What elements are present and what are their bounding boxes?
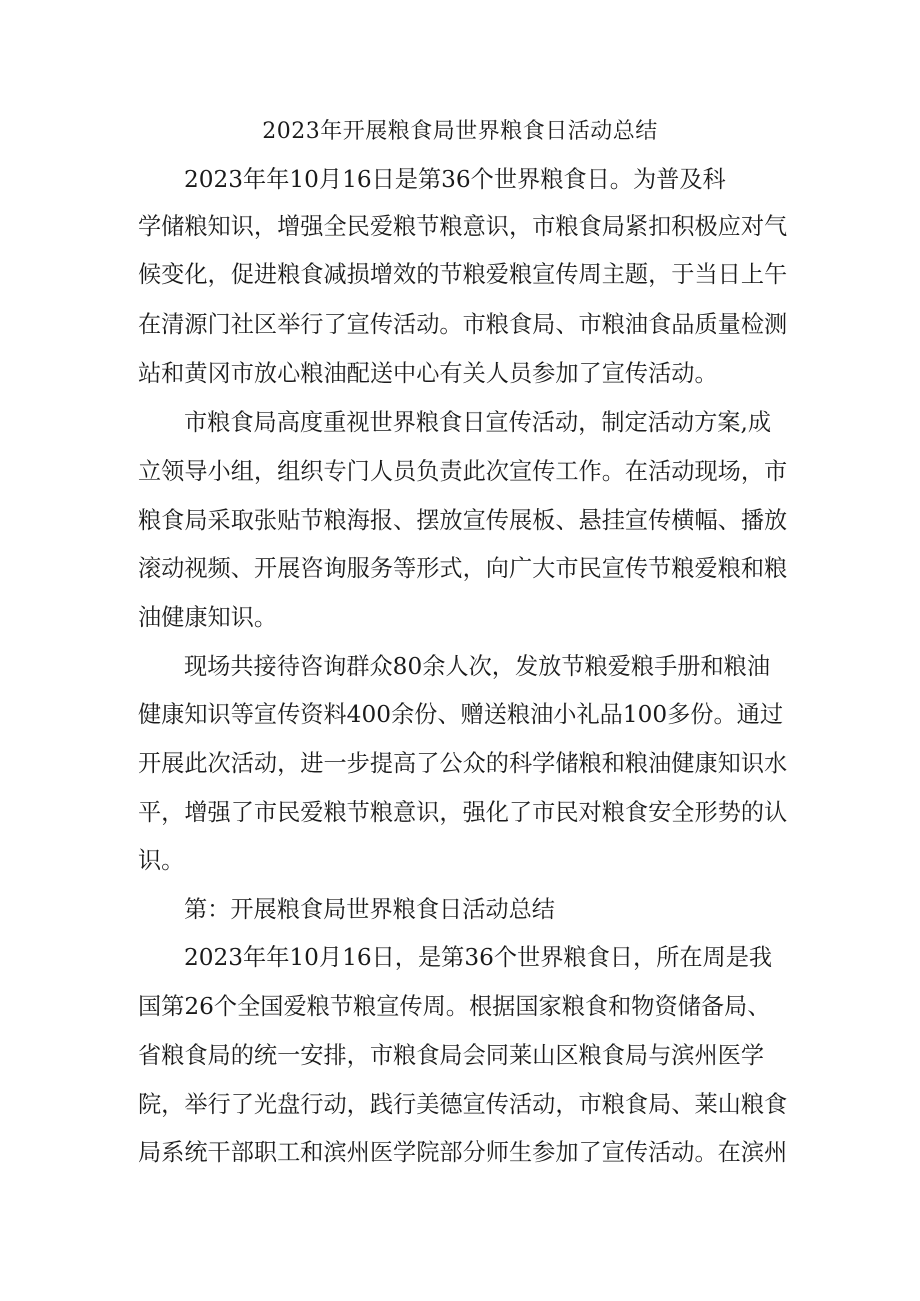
paragraph-line: 在清源门社区举行了宣传活动。市粮食局、市粮油食品质量检测 <box>138 311 788 338</box>
paragraph-line: 院，举行了光盘行动，践行美德宣传活动，市粮食局、莱山粮食 <box>138 1091 788 1118</box>
paragraph-line: 市粮食局高度重视世界粮食日宣传活动，制定活动方案,成 <box>184 409 772 436</box>
document-title: 2023年开展粮食局世界粮食日活动总结 <box>262 119 658 144</box>
paragraph-line: 局系统干部职工和滨州医学院部分师生参加了宣传活动。在滨州 <box>138 1139 788 1166</box>
paragraph-line: 国第26个全国爱粮节粮宣传周。根据国家粮食和物资储备局、 <box>138 993 771 1020</box>
paragraph-line: 开展此次活动，进一步提高了公众的科学储粮和粮油健康知识水 <box>138 750 788 777</box>
paragraph-line: 立领导小组，组织专门人员负责此次宣传工作。在活动现场，市 <box>138 458 788 485</box>
paragraph-line: 粮食局采取张贴节粮海报、摆放宣传展板、悬挂宣传横幅、播放 <box>138 507 788 534</box>
paragraph-line: 站和黄冈市放心粮油配送中心有关人员参加了宣传活动。 <box>138 360 718 387</box>
paragraph-line: 平，增强了市民爱粮节粮意识，强化了市民对粮食安全形势的认 <box>138 799 788 826</box>
section-heading: 第：开展粮食局世界粮食日活动总结 <box>184 896 555 923</box>
paragraph-line: 2023年年10月16日是第36个世界粮食日。为普及科 <box>184 166 726 193</box>
paragraph-line: 健康知识等宣传资料400余份、赠送粮油小礼品100多份。通过 <box>138 701 784 728</box>
paragraph-line: 油健康知识。 <box>138 604 278 631</box>
paragraph-line: 滚动视频、开展咨询服务等形式，向广大市民宣传节粮爱粮和粮 <box>138 555 788 582</box>
paragraph-line: 现场共接待咨询群众80余人次，发放节粮爱粮手册和粮油 <box>184 653 771 680</box>
paragraph-line: 识。 <box>138 847 185 874</box>
paragraph-line: 2023年年10月16日，是第36个世界粮食日，所在周是我 <box>184 944 773 971</box>
paragraph-line: 省粮食局的统一安排，市粮食局会同莱山区粮食局与滨州医学 <box>138 1042 765 1069</box>
paragraph-line: 学储粮知识，增强全民爱粮节粮意识，市粮食局紧扣积极应对气 <box>138 213 788 240</box>
paragraph-line: 候变化，促进粮食减损增效的节粮爱粮宣传周主题，于当日上午 <box>138 261 788 288</box>
